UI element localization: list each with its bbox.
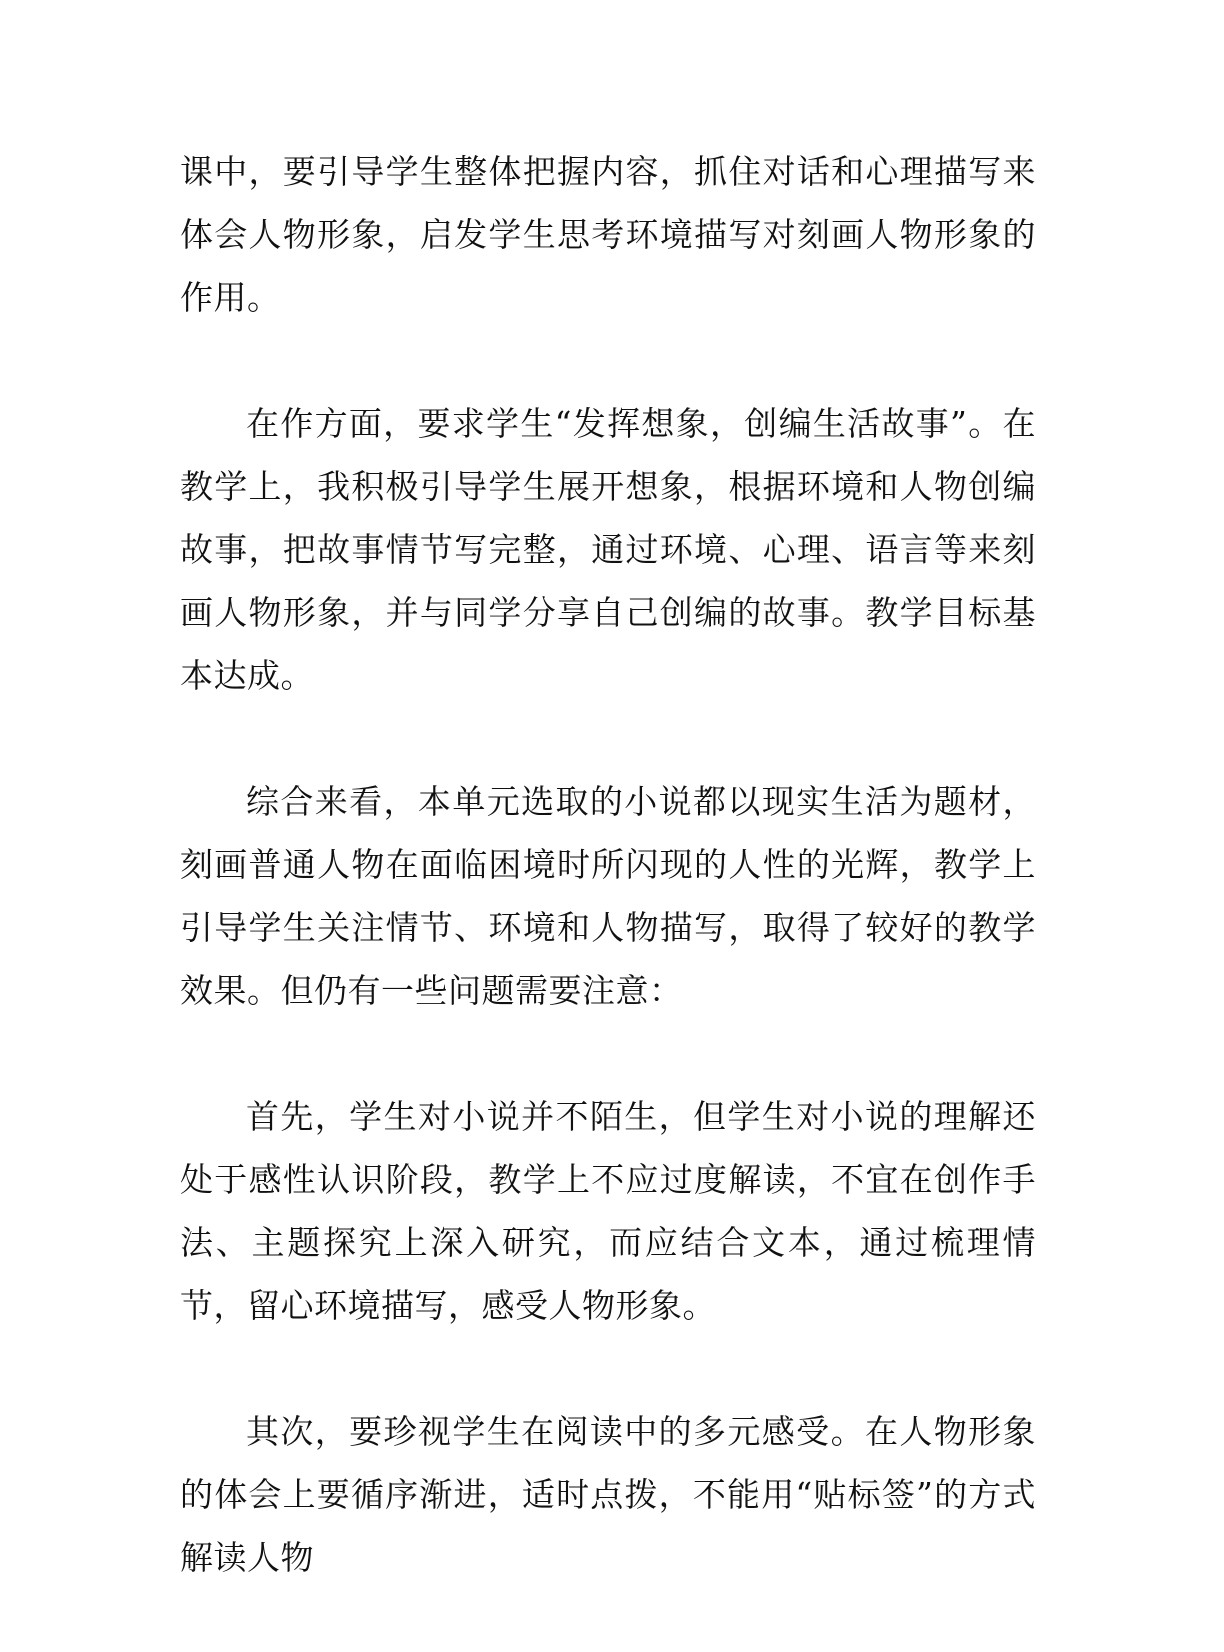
paragraph-1: 课中，要引导学生整体把握内容，抓住对话和心理描写来体会人物形象，启发学生思考环境描写对刻画人物形象的作用。 bbox=[180, 152, 1036, 317]
paragraph-4: 首先，学生对小说并不陌生，但学生对小说的理解还处于感性认识阶段，教学上不应过度解读，不宜在创作手法、主题探究上深入研究，而应结合文本，通过梳理情节，留心环境描写，感受人物形象。 bbox=[180, 1097, 1036, 1325]
paragraph-3: 综合来看，本单元选取的小说都以现实生活为题材，刻画普通人物在面临困境时所闪现的人性的光辉，教学上引导学生关注情节、环境和人物描写，取得了较好的教学效果。但仍有一些问题需要注意： bbox=[180, 782, 1036, 1010]
paragraph-5: 其次，要珍视学生在阅读中的多元感受。在人物形象的体会上要循序渐进，适时点拨，不能用“贴标签”的方式解读人物 bbox=[180, 1412, 1036, 1577]
paragraph-2: 在作方面，要求学生“发挥想象，创编生活故事”。在教学上，我积极引导学生展开想象，根据环境和人物创编故事，把故事情节写完整，通过环境、心理、语言等来刻画人物形象，并与同学分享自己创编的故事。教学目标基本达成。 bbox=[180, 404, 1036, 695]
document-page bbox=[180, 140, 1036, 1652]
